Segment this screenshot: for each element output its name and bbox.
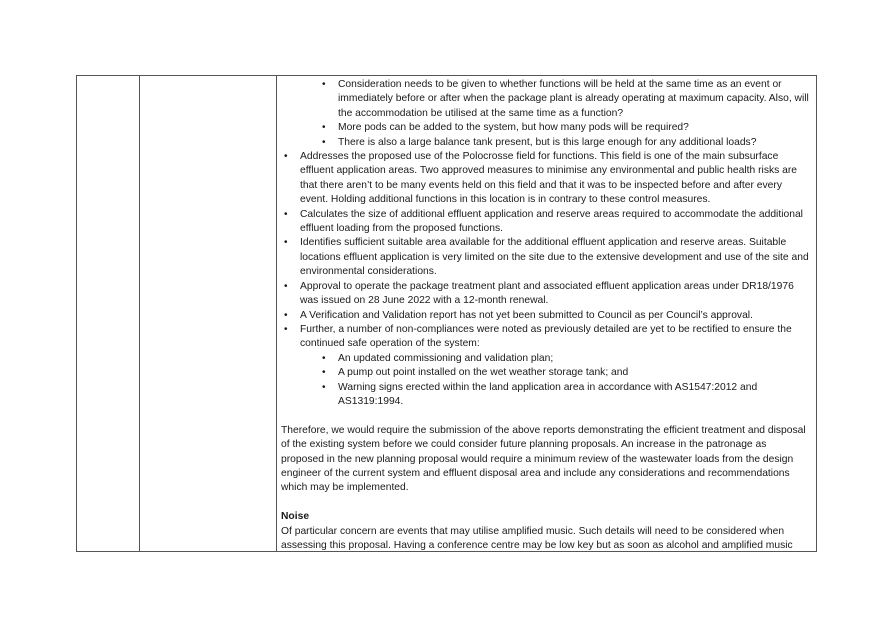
sub-bullet-item: • There is also a large balance tank present, but is this large enough for any additional loads?: [319, 136, 811, 150]
bullet-item: • Calculates the size of additional effluent application and reserve areas required to accommodate the additional effluent loading from the proposed functions.: [281, 208, 811, 237]
sub-bullet-item: • A pump out point installed on the wet weather storage tank; and: [319, 366, 811, 380]
sub-bullet-item: • Consideration needs to be given to whether functions will be held at the same time as an event or immediately before or after when the package plant is already operating at maximum capacity. Also, will the accommodation be utilised at the same time as a function?: [319, 78, 811, 121]
bullet-item: • Identifies sufficient suitable area available for the additional effluent application and reserve areas. Suitable locations effluent application is very limited on the site due to the extensive development and use of the site and environmental considerations.: [281, 236, 811, 279]
noise-paragraph: Of particular concern are events that may utilise amplified music. Such details will need to be considered when assessing this proposal. Having a conference centre may be low key but as soon as alcohol and amplified music: [281, 525, 793, 551]
table-content-cell: [281, 78, 811, 553]
table-column-1: [77, 76, 140, 551]
bullet-item: • Approval to operate the package treatment plant and associated effluent application areas under DR18/1976 was issued on 28 June 2022 with a 12-month renewal.: [281, 280, 811, 309]
noise-heading: Noise: [281, 511, 310, 523]
bullet-item: • Addresses the proposed use of the Polocrosse field for functions. This field is one of the main subsurface effluent application areas. Two approved measures to minimise any environmental and public health risks are that there aren’t to be many events held on this field and that it was to be inspected before and after every event. Holding additional functions in this location is in contrary to these control measures.: [281, 150, 811, 208]
sub-bullet-item: • More pods can be added to the system, but how many pods will be required?: [319, 121, 811, 135]
document-table: [76, 75, 817, 552]
bullet-item: • A Verification and Validation report has not yet been submitted to Council as per Council’s approval.: [281, 309, 811, 323]
bullet-item: • Further, a number of non-compliances were noted as previously detailed are yet to be rectified to ensure the continued safe operation of the system:: [281, 323, 811, 352]
sub-bullet-item: • An updated commissioning and validation plan;: [319, 352, 811, 366]
table-column-2: [139, 76, 277, 551]
sub-bullet-item: • Warning signs erected within the land application area in accordance with AS1547:2012 and AS1319:1994.: [319, 381, 811, 410]
therefore-paragraph: Therefore, we would require the submission of the above reports demonstrating the efficient treatment and disposal of the existing system before we could consider future planning proposals. An increase in the patronage as proposed in the new planning proposal would require a minimum review of the wastewater loads from the design engineer of the current system and effluent disposal area and include any considerations and recommendations which may be implemented.: [281, 424, 806, 494]
